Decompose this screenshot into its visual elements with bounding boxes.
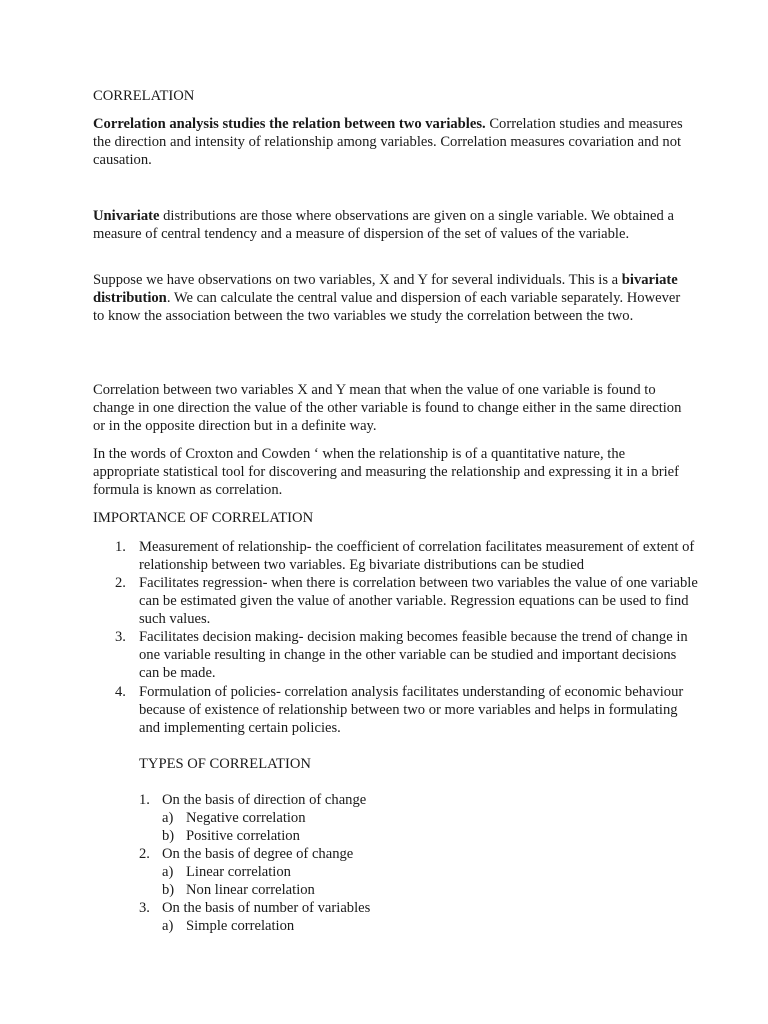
subtype-label: Negative correlation	[186, 810, 306, 826]
bivariate-bold-text: bivariate distribution	[93, 272, 678, 307]
subtype-number: a)	[162, 810, 174, 826]
list-item-number: 3.	[115, 629, 126, 645]
bivariate-paragraph	[93, 271, 691, 326]
univariate-paragraph	[93, 207, 691, 243]
list-item-number: 1.	[115, 539, 126, 555]
list-item-text: Measurement of relationship- the coefficient of correlation facilitates measurement of extent of relationship between two variables. Eg bivariate distributions can be studied	[139, 539, 695, 574]
definition-paragraph: Correlation between two variables X and Y mean that when the value of one variable is found to change in one direction the value of the other variable is found to change either in the same direction or in the opposite direction but in a definite way.	[93, 382, 682, 435]
list-item-number: 4.	[115, 684, 126, 700]
list-item-number: 2.	[115, 575, 126, 591]
bivariate-text-post: . We can calculate the central value and dispersion of each variable separately. However to know the association between the two variables we study the correlation between the two.	[93, 290, 681, 325]
subtype-number: b)	[162, 882, 175, 898]
list-item-text: Formulation of policies- correlation analysis facilitates understanding of economic behaviour because of existence of relationship between two or more variables and helps in formulating and implementing certain policies.	[139, 684, 684, 737]
subtype-number: a)	[162, 918, 174, 934]
subtype-label: Linear correlation	[186, 864, 291, 880]
univariate-bold-text: Univariate	[93, 208, 160, 224]
bivariate-text-pre: Suppose we have observations on two variables, X and Y for several individuals. This is a	[93, 272, 622, 288]
intro-paragraph	[93, 115, 691, 170]
type-label: On the basis of direction of change	[162, 792, 367, 808]
list-item-text: Facilitates decision making- decision making becomes feasible because the trend of change in one variable resulting in change in the other variable can be studied and important decisions can be made.	[139, 629, 688, 682]
importance-heading: IMPORTANCE OF CORRELATION	[93, 510, 314, 526]
intro-text: Correlation studies and measures the direction and intensity of relationship among variables. Correlation measures covariation and not causation.	[93, 116, 683, 169]
univariate-text: distributions are those where observations are given on a single variable. We obtained a measure of central tendency and a measure of dispersion of the set of values of the variable.	[93, 208, 674, 243]
subtype-number: a)	[162, 864, 174, 880]
page-title: CORRELATION	[93, 88, 195, 104]
type-number: 2.	[139, 846, 150, 862]
types-heading: TYPES OF CORRELATION	[139, 756, 311, 772]
intro-bold-text: Correlation analysis studies the relation between two variables.	[93, 116, 486, 132]
subtype-number: b)	[162, 828, 175, 844]
subtype-label: Simple correlation	[186, 918, 295, 934]
type-label: On the basis of number of variables	[162, 900, 371, 916]
list-item-text: Facilitates regression- when there is correlation between two variables the value of one variable can be estimated given the value of another variable. Regression equations can be used to find such values.	[139, 575, 698, 628]
subtype-label: Non linear correlation	[186, 882, 315, 898]
subtype-label: Positive correlation	[186, 828, 300, 844]
croxton-paragraph: In the words of Croxton and Cowden ‘ when the relationship is of a quantitative nature, the appropriate statistical tool for discovering and measuring the relationship and expressing it in a brief formula is known as correlation.	[93, 446, 680, 499]
type-number: 3.	[139, 900, 150, 916]
type-number: 1.	[139, 792, 150, 808]
type-label: On the basis of degree of change	[162, 846, 354, 862]
